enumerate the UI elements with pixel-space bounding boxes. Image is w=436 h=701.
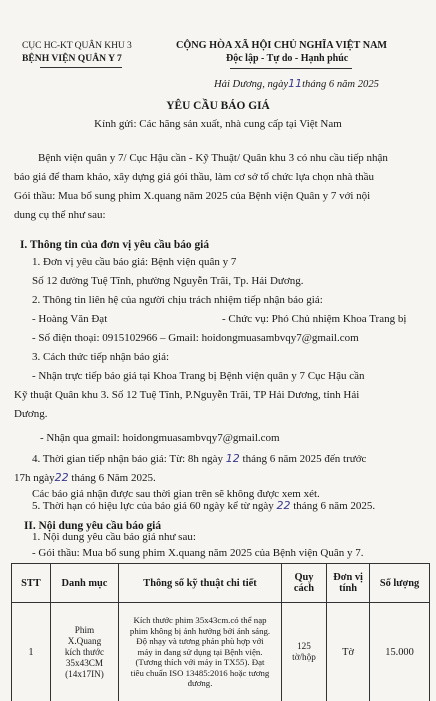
row-qty: 15.000 <box>370 603 430 701</box>
s1-contact-name: - Hoàng Văn Đạt <box>32 313 108 325</box>
col-spec: Thông số kỹ thuật chi tiết <box>119 564 282 603</box>
s1-line-13: Các báo giá nhận được sau thời gian trên sẽ không được xem xét. <box>32 488 320 500</box>
s2-line-1: 1. Nội dung yêu cầu báo giá như sau: <box>32 531 196 543</box>
row-name: Phim X.Quang kích thước 35x43CM (14x17IN) <box>50 603 118 701</box>
s1-line-11: 4. Thời gian tiếp nhận báo giá: Từ: 8h ngày 12 tháng 6 năm 2025 đến trước <box>32 452 367 465</box>
handwritten-validity-day: 22 <box>276 499 291 512</box>
s1-contact-role: - Chức vụ: Phó Chủ nhiệm Khoa Trang bị <box>222 313 407 325</box>
nation-motto: Độc lập - Tự do - Hạnh phúc <box>226 53 349 64</box>
document-title: YÊU CẦU BÁO GIÁ <box>166 100 270 112</box>
s1-line-9: Dương. <box>14 408 48 420</box>
s2-line-2: - Gói thầu: Mua bổ sung phim X.quang năm 2025 của Bệnh viện Quân y 7. <box>32 547 364 559</box>
table-row <box>12 603 430 701</box>
s1-contact-phone: - Số điện thoại: 0915102966 – Gmail: hoidongmuasambvqy7@gmail.com <box>32 332 359 344</box>
greeting: Kính gửi: Các hãng sản xuất, nhà cung cấp tại Việt Nam <box>94 118 342 130</box>
place-date: Hải Dương, ngày11tháng 6 năm 2025 <box>214 77 379 90</box>
row-pack: 125 tờ/hộp <box>281 603 326 701</box>
handwritten-end-day: 22 <box>54 471 69 484</box>
section-2-heading: II. Nội dung yêu cầu báo giá <box>24 520 162 532</box>
s1-line-7: - Nhận trực tiếp báo giá tại Khoa Trang bị Bệnh viện quân y 7 Cục Hậu cần <box>32 370 365 382</box>
s1-line-1: 1. Đơn vị yêu cầu báo giá: Bệnh viện quân y 7 <box>32 256 237 268</box>
row-spec: Kích thước phim 35x43cm.có thể nạp phim không bị ảnh hưởng bởi ánh sáng. Độ nhạy và tương phản phù hợp với máy in đang sử dụng tại Bệnh viện. (Tương thích với máy in TX55). Đạt tiêu chuẩn ISO 13485:2016 hoặc tương đương. <box>119 603 282 701</box>
row-stt: 1 <box>12 603 51 701</box>
col-stt: STT <box>12 564 51 603</box>
nation-title: CỘNG HÒA XÃ HỘI CHỦ NGHĨA VIỆT NAM <box>176 40 388 51</box>
handwritten-start-day: 12 <box>225 452 240 465</box>
s1-line-8: Kỹ thuật Quân khu 3. Số 12 Tuệ Tĩnh, P.Nguyễn Trãi, TP Hải Dương, tỉnh Hải <box>14 389 360 401</box>
col-name: Danh mục <box>50 564 118 603</box>
intro-line-3: Gói thầu: Mua bổ sung phim X.quang năm 2025 của Bệnh viện Quân y 7 với nội <box>14 190 371 202</box>
handwritten-day: 11 <box>288 77 303 90</box>
request-table <box>11 563 430 701</box>
motto-underline <box>230 68 352 69</box>
section-1-heading: I. Thông tin của đơn vị yêu cầu báo giá <box>20 239 210 251</box>
s1-line-3: 2. Thông tin liên hệ của người chịu trách nhiệm tiếp nhận báo giá: <box>32 294 323 306</box>
s1-line-14: 5. Thời hạn có hiệu lực của báo giá 60 ngày kể từ ngày 22 tháng 6 năm 2025. <box>32 499 376 512</box>
table-header-row <box>12 564 430 603</box>
s1-line-12: 17h ngày22 tháng 6 Năm 2025. <box>14 471 156 484</box>
row-unit: Tờ <box>327 603 370 701</box>
s1-line-10: - Nhận qua gmail: hoidongmuasambvqy7@gmail.com <box>40 432 280 444</box>
intro-line-4: dung cụ thể như sau: <box>14 209 106 221</box>
col-pack: Quy cách <box>281 564 326 603</box>
col-unit: Đơn vị tính <box>327 564 370 603</box>
s1-line-6: 3. Cách thức tiếp nhận báo giá: <box>32 351 170 363</box>
org-line-1: CỤC HC-KT QUÂN KHU 3 <box>22 40 132 51</box>
s1-line-2: Số 12 đường Tuệ Tĩnh, phường Nguyễn Trãi, Tp. Hải Dương. <box>32 275 304 287</box>
org-underline <box>40 67 122 68</box>
col-qty: Số lượng <box>370 564 430 603</box>
org-line-2: BỆNH VIỆN QUÂN Y 7 <box>22 53 122 64</box>
intro-line-2: báo giá để tham khảo, xây dựng giá gói thầu, làm cơ sở tổ chức lựa chọn nhà thầu <box>14 171 375 183</box>
intro-line-1: Bệnh viện quân y 7/ Cục Hậu cần - Kỹ Thuật/ Quân khu 3 có nhu cầu tiếp nhận <box>38 152 388 164</box>
